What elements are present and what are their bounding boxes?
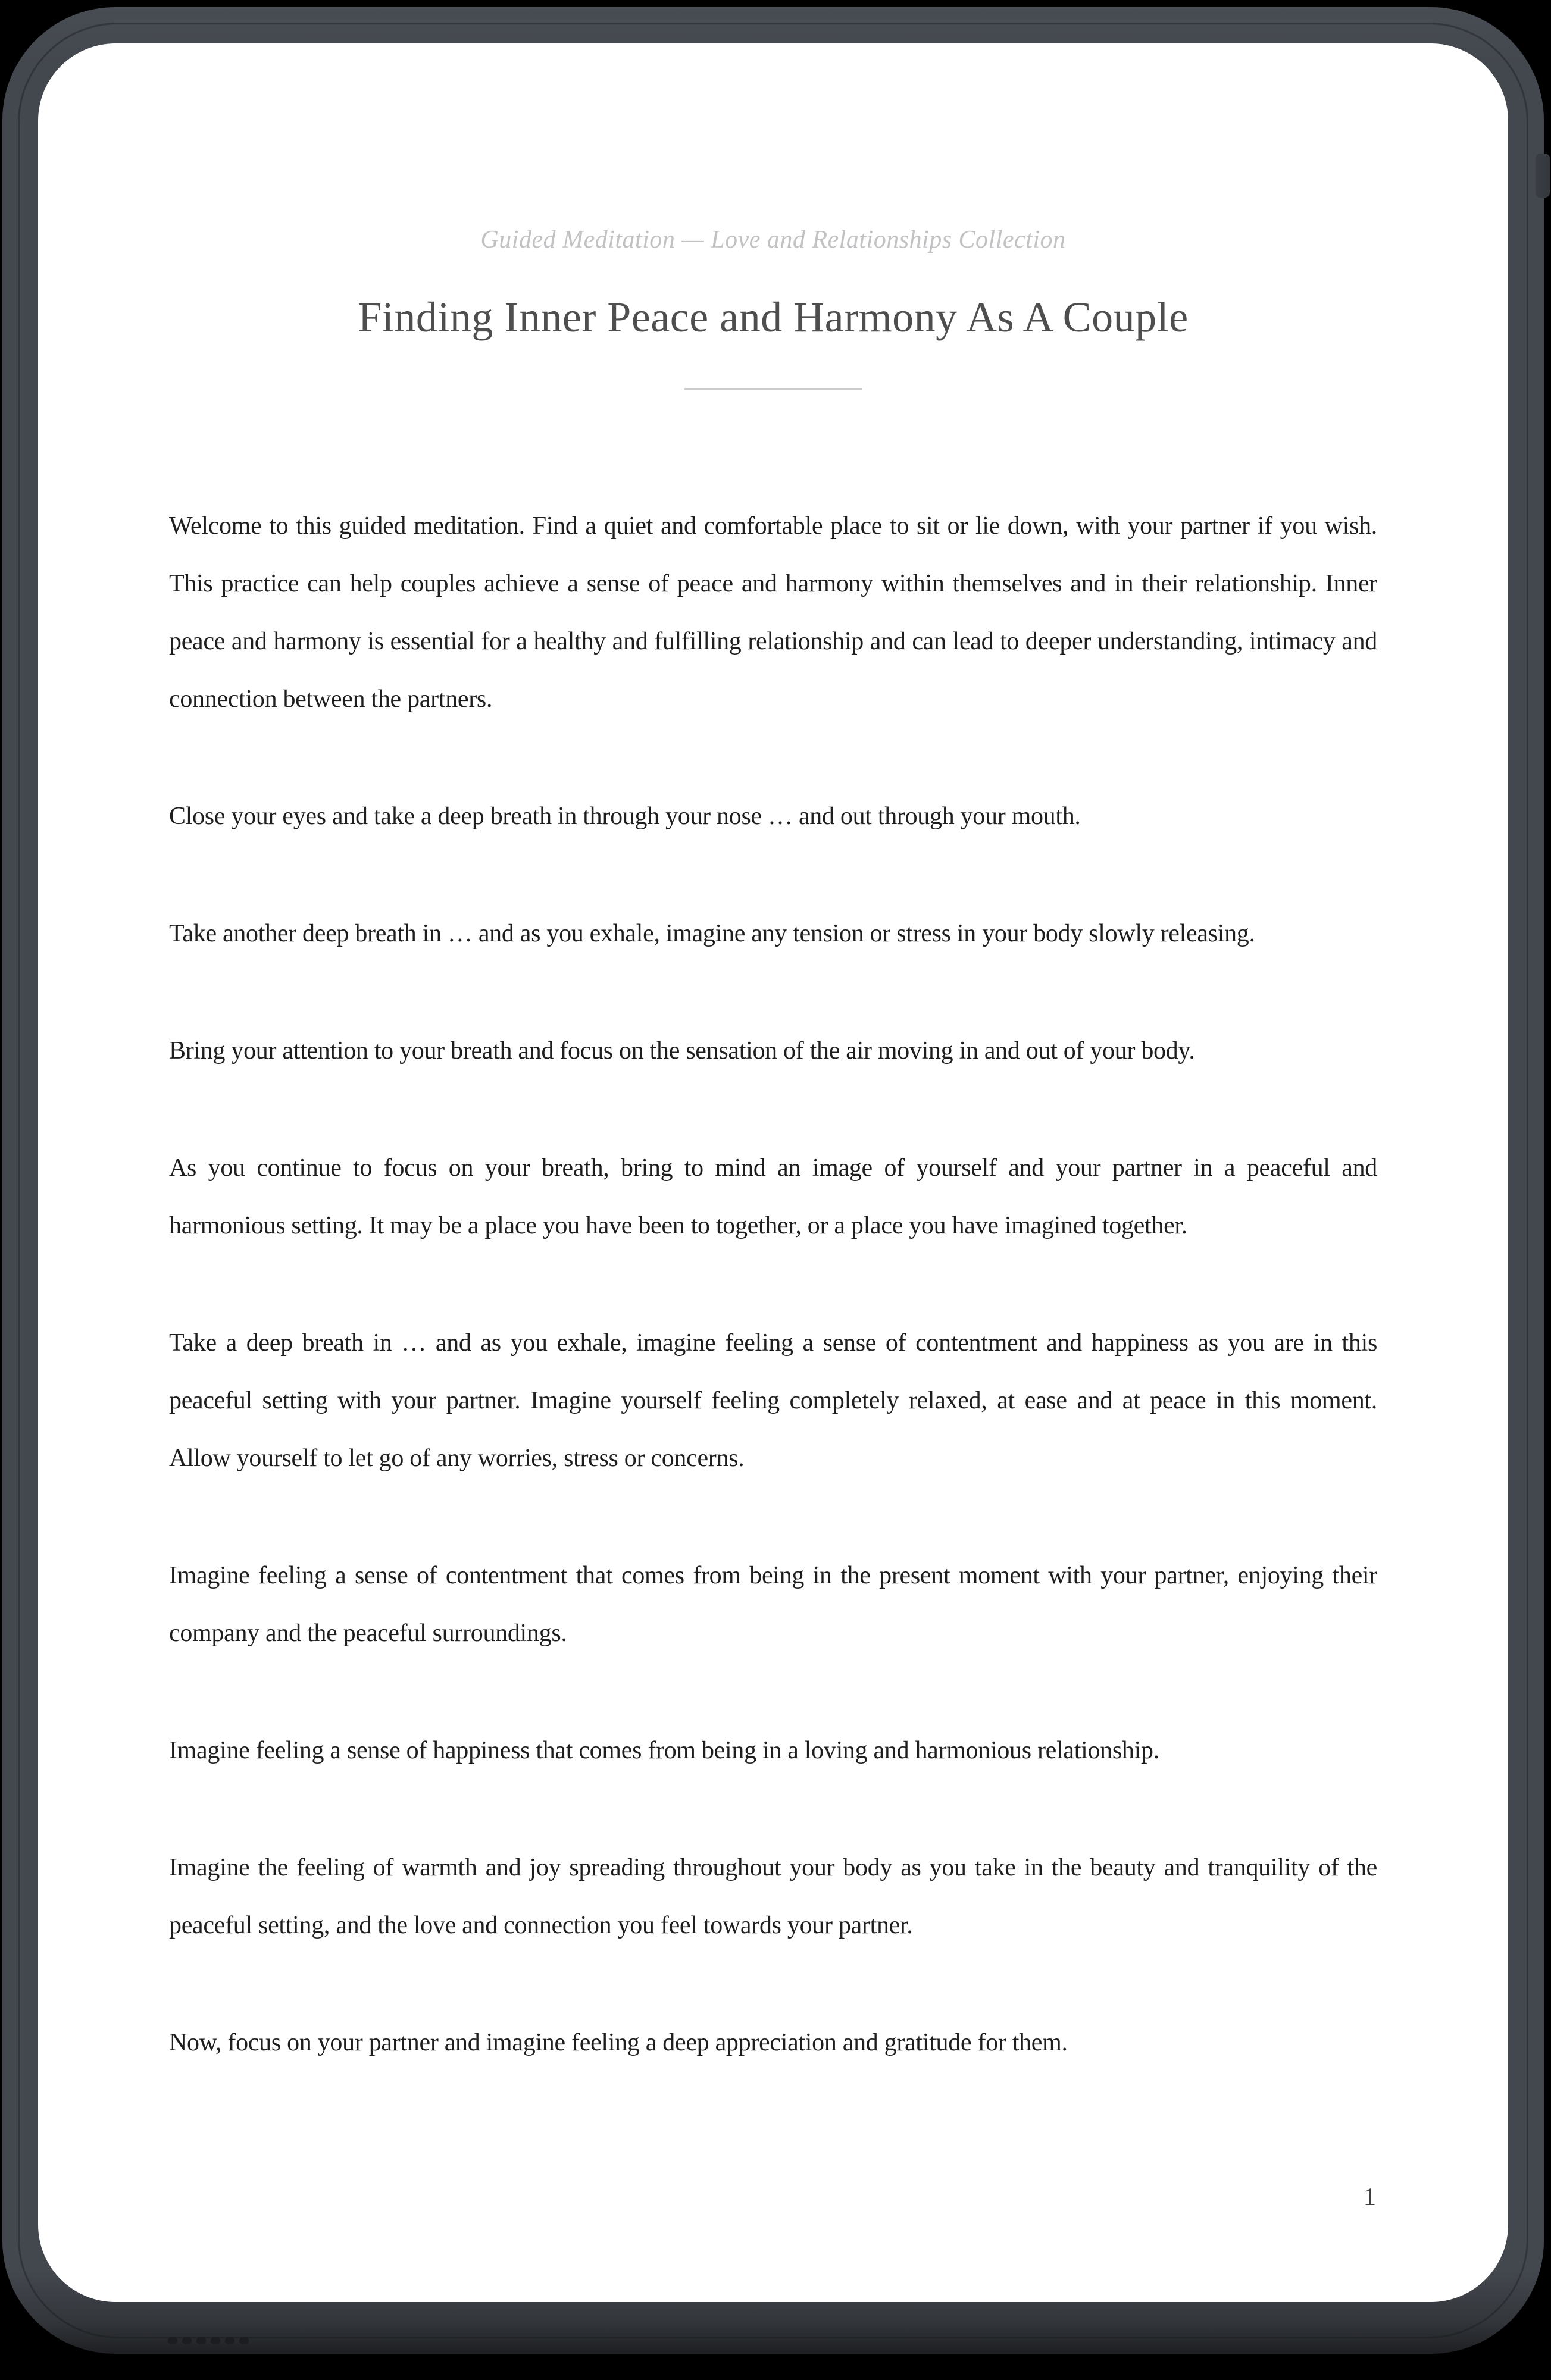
meditation-text <box>169 497 1377 2072</box>
meditation-paragraph: Take a deep breath in … and as you exhale, imagine feeling a sense of contentment and happiness as you are in this peaceful setting with your partner. Imagine yourself feeling completely relaxed, at ease and at peace in this moment. Allow yourself to let go of any worries, stress or concerns. <box>169 1329 1377 1473</box>
power-button[interactable] <box>1536 154 1550 198</box>
collection-label: Guided Meditation — Love and Relationships Collection <box>480 226 1066 253</box>
title-divider <box>684 388 862 390</box>
speaker-hole <box>211 2337 220 2344</box>
meditation-paragraph: Bring your attention to your breath and focus on the sensation of the air moving in and out of your body. <box>169 1037 1195 1065</box>
document-page[interactable] <box>38 43 1508 2302</box>
page-number: 1 <box>1364 2184 1376 2211</box>
speaker-hole <box>196 2337 206 2344</box>
speaker-grille <box>168 2337 249 2344</box>
meditation-paragraph: Imagine feeling a sense of happiness that comes from being in a loving and harmonious relationship. <box>169 1737 1159 1765</box>
meditation-paragraph: Now, focus on your partner and imagine feeling a deep appreciation and gratitude for them. <box>169 2029 1068 2057</box>
page-content <box>169 225 1377 2072</box>
speaker-hole <box>225 2337 234 2344</box>
tablet-frame <box>2 7 1544 2354</box>
meditation-paragraph: As you continue to focus on your breath, bring to mind an image of yourself and your partner in a peaceful and harmonious setting. It may be a place you have been to together, or a place you have imagined together. <box>169 1154 1377 1240</box>
speaker-hole <box>168 2337 177 2344</box>
speaker-hole <box>239 2337 249 2344</box>
meditation-paragraph: Close your eyes and take a deep breath in through your nose … and out through your mouth. <box>169 803 1081 831</box>
meditation-paragraph: Take another deep breath in … and as you exhale, imagine any tension or stress in your body slowly releasing. <box>169 920 1255 948</box>
meditation-paragraph: Welcome to this guided meditation. Find a quiet and comfortable place to sit or lie down, with your partner if you wish. This practice can help couples achieve a sense of peace and harmony within themselves and in their relationship. Inner peace and harmony is essential for a healthy and fulfilling relationship and can lead to deeper understanding, intimacy and connection between the partners. <box>169 512 1377 713</box>
speaker-hole <box>182 2337 192 2344</box>
page-title: Finding Inner Peace and Harmony As A Couple <box>358 293 1189 342</box>
meditation-paragraph: Imagine the feeling of warmth and joy spreading throughout your body as you take in the beauty and tranquility of the peaceful setting, and the love and connection you feel towards your partner. <box>169 1854 1377 1940</box>
meditation-paragraph: Imagine feeling a sense of contentment that comes from being in the present moment with your partner, enjoying their company and the peaceful surroundings. <box>169 1562 1377 1648</box>
